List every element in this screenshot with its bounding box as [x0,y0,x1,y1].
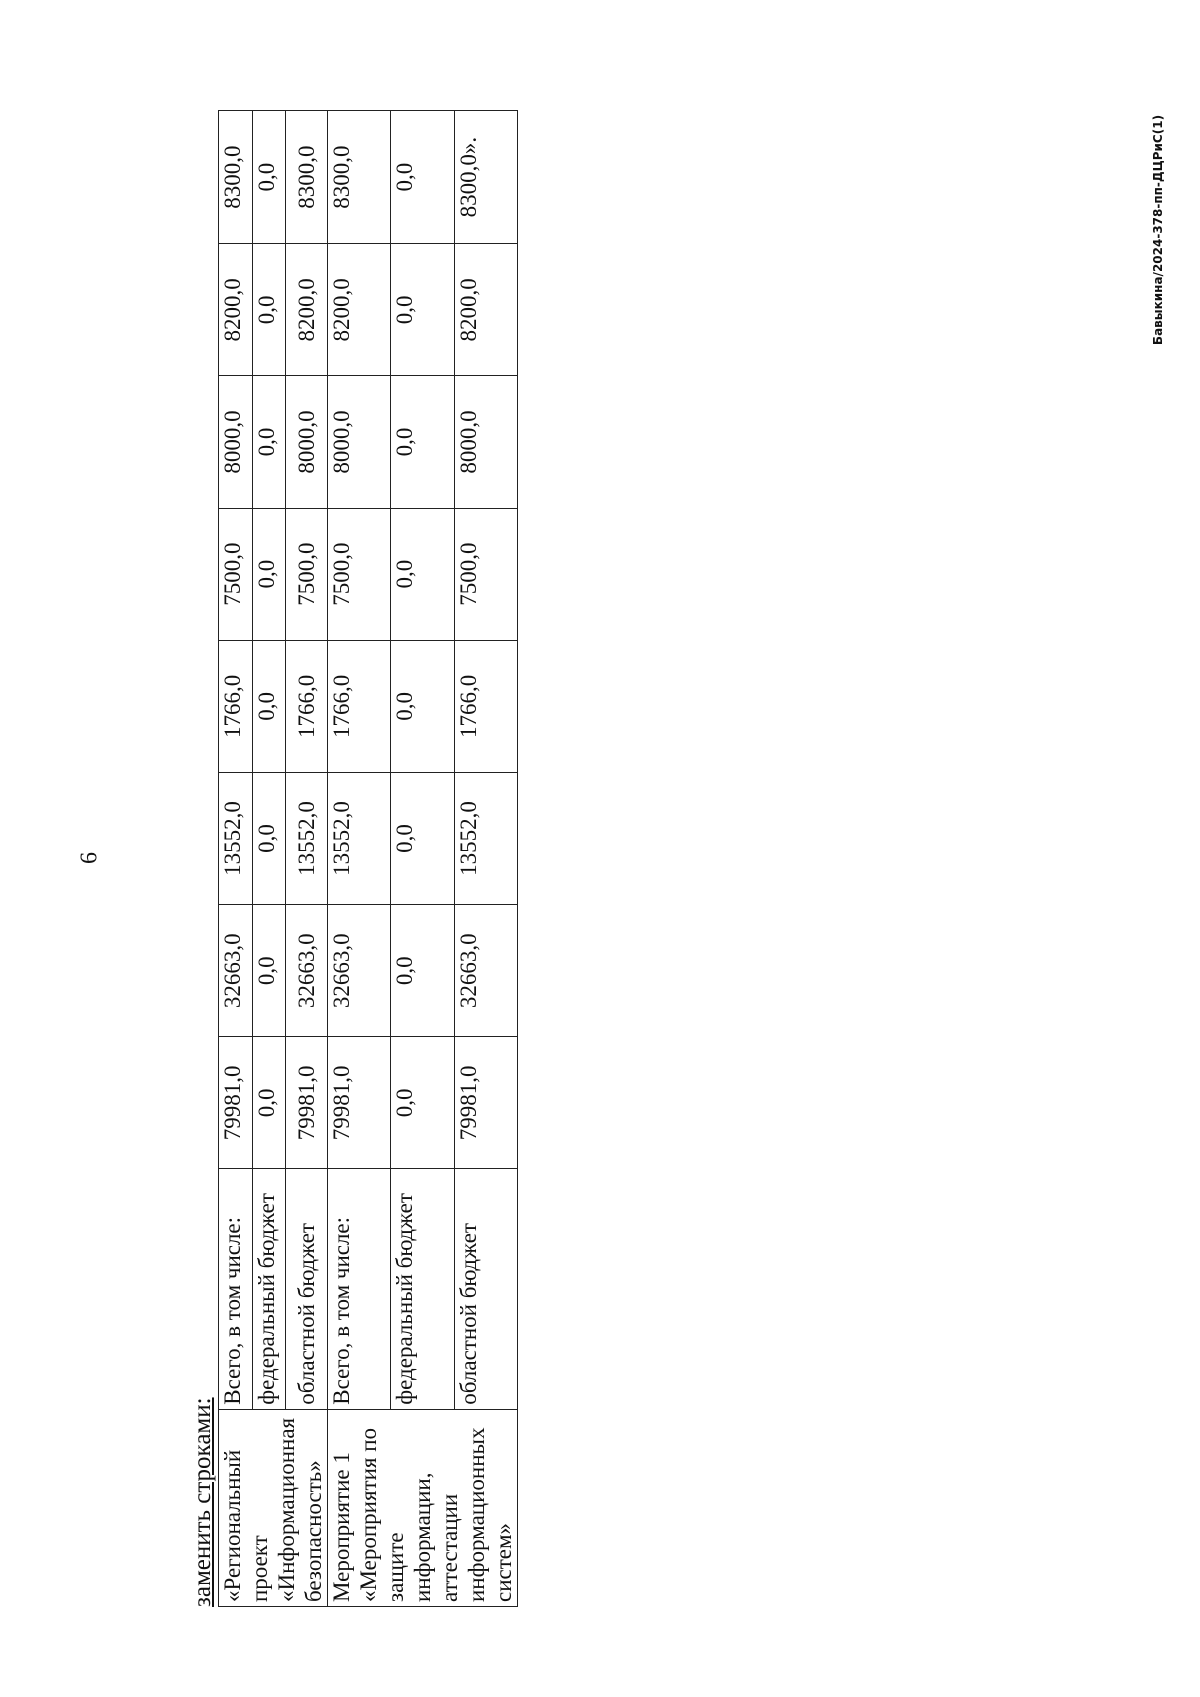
amount-cell: 79981,0 [328,1037,391,1169]
rotated-content [189,107,516,1607]
amount-cell: 0,0 [252,772,286,904]
amount-cell: 1766,0 [286,640,328,772]
amount-cell: 8000,0 [328,376,391,508]
amount-cell: 8300,0 [286,111,328,244]
amount-cell: 8200,0 [286,244,328,376]
amount-cell: 13552,0 [454,772,517,904]
amount-cell: 0,0 [391,905,454,1037]
amount-cell: 1766,0 [454,640,517,772]
table-row [454,111,517,1607]
amount-cell: 0,0 [391,640,454,772]
document-code: Бавыкина/2024-378-пп-ДЦРиС(1) [1151,114,1165,346]
amount-cell: 1766,0 [219,640,253,772]
budget-source-cell: федеральный бюджет [252,1169,286,1409]
amount-cell: 8200,0 [219,244,253,376]
table-row [286,111,328,1607]
amount-cell: 8000,0 [286,376,328,508]
amount-cell: 13552,0 [328,772,391,904]
amount-cell: 8000,0 [454,376,517,508]
amount-cell: 0,0 [252,905,286,1037]
amount-cell: 0,0 [252,508,286,640]
amount-cell: 0,0 [391,111,454,244]
amount-cell: 0,0 [252,1037,286,1169]
budget-source-cell: Всего, в том числе: [219,1169,253,1409]
amount-cell: 8200,0 [328,244,391,376]
amount-cell: 0,0 [252,376,286,508]
amount-cell: 8300,0 [328,111,391,244]
amount-cell: 0,0 [252,640,286,772]
amount-cell: 32663,0 [286,905,328,1037]
table-row [328,111,391,1607]
amount-cell: 7500,0 [454,508,517,640]
amount-cell: 0,0 [391,376,454,508]
amount-cell: 7500,0 [219,508,253,640]
amount-cell: 79981,0 [219,1037,253,1169]
amount-cell: 0,0 [252,244,286,376]
section-name-cell: Мероприятие 1 «Мероприятия по защите информации, аттестации информационных систем» [328,1409,518,1606]
amount-cell: 1766,0 [328,640,391,772]
budget-source-cell: областной бюджет [454,1169,517,1409]
amount-cell: 7500,0 [328,508,391,640]
amount-cell: 0,0 [391,508,454,640]
amount-cell: 32663,0 [454,905,517,1037]
amount-cell: 32663,0 [219,905,253,1037]
intro-text: заменить строками: [189,1397,216,1607]
table-row [391,111,454,1607]
amount-cell: 79981,0 [286,1037,328,1169]
amount-cell: 0,0 [391,772,454,904]
amount-cell: 32663,0 [328,905,391,1037]
table-row [219,111,253,1607]
amount-cell: 8300,0 [219,111,253,244]
table-row [252,111,286,1607]
page-number: 6 [76,852,103,864]
budget-table [218,110,518,1607]
amount-cell: 8300,0». [454,111,517,244]
amount-cell: 0,0 [391,1037,454,1169]
amount-cell: 8000,0 [219,376,253,508]
amount-cell: 8200,0 [454,244,517,376]
amount-cell: 0,0 [391,244,454,376]
budget-source-cell: федеральный бюджет [391,1169,454,1409]
amount-cell: 13552,0 [286,772,328,904]
section-name-cell: «Региональный проект «Информационная безопасность» [219,1409,328,1606]
amount-cell: 0,0 [252,111,286,244]
amount-cell: 13552,0 [219,772,253,904]
amount-cell: 7500,0 [286,508,328,640]
amount-cell: 79981,0 [454,1037,517,1169]
budget-source-cell: Всего, в том числе: [328,1169,391,1409]
budget-source-cell: областной бюджет [286,1169,328,1409]
